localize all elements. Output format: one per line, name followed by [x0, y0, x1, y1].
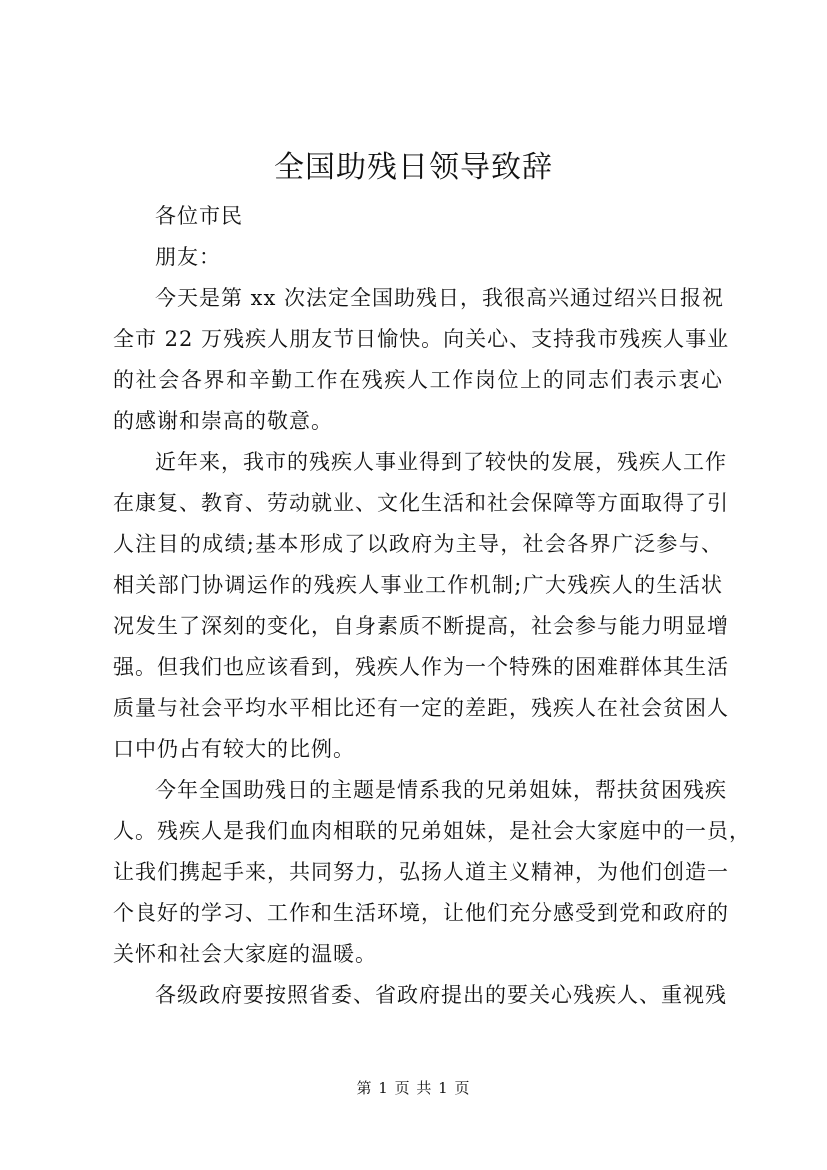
page-footer: 第 1 页 共 1 页 — [356, 1079, 471, 1097]
text-line: 各级政府要按照省委、省政府提出的要关心残疾人、重视残 — [155, 983, 727, 1007]
text-line: 人。残疾人是我们血肉相联的兄弟姐妹，是社会大家庭中的一员， — [113, 819, 751, 843]
text-line: 相关部门协调运作的残疾人事业工作机制;广大残疾人的生活状 — [113, 573, 723, 597]
text-line: 人注目的成绩;基本形成了以政府为主导，社会各界广泛参与、 — [113, 532, 723, 556]
text-line: 各位市民 — [155, 204, 243, 228]
text-line: 的感谢和崇高的敬意。 — [113, 409, 333, 433]
text-line: 全市 22 万残疾人朋友节日愉快。向关心、支持我市残疾人事业 — [113, 327, 730, 351]
text-line: 个良好的学习、工作和生活环境，让他们充分感受到党和政府的 — [113, 901, 729, 925]
text-line: 的社会各界和辛勤工作在残疾人工作岗位上的同志们表示衷心 — [113, 368, 723, 392]
text-line: 在康复、教育、劳动就业、文化生活和社会保障等方面取得了引 — [113, 491, 729, 515]
text-line: 近年来，我市的残疾人事业得到了较快的发展，残疾人工作 — [155, 450, 727, 474]
text-line: 朋友： — [155, 245, 221, 269]
text-line: 口中仍占有较大的比例。 — [113, 737, 355, 761]
text-line: 强。但我们也应该看到，残疾人作为一个特殊的困难群体其生活 — [113, 655, 729, 679]
text-line: 质量与社会平均水平相比还有一定的差距，残疾人在社会贫困人 — [113, 696, 729, 720]
text-line: 关怀和社会大家庭的温暖。 — [113, 942, 377, 966]
text-line: 况发生了深刻的变化，自身素质不断提高，社会参与能力明显增 — [113, 614, 729, 638]
text-line: 今年全国助残日的主题是情系我的兄弟姐妹，帮扶贫困残疾 — [155, 778, 727, 802]
text-line: 今天是第 xx 次法定全国助残日，我很高兴通过绍兴日报祝 — [155, 286, 725, 310]
text-line: 让我们携起手来，共同努力，弘扬人道主义精神，为他们创造一 — [113, 860, 729, 884]
document-title: 全国助残日领导致辞 — [274, 150, 553, 185]
document-body — [113, 196, 751, 1016]
